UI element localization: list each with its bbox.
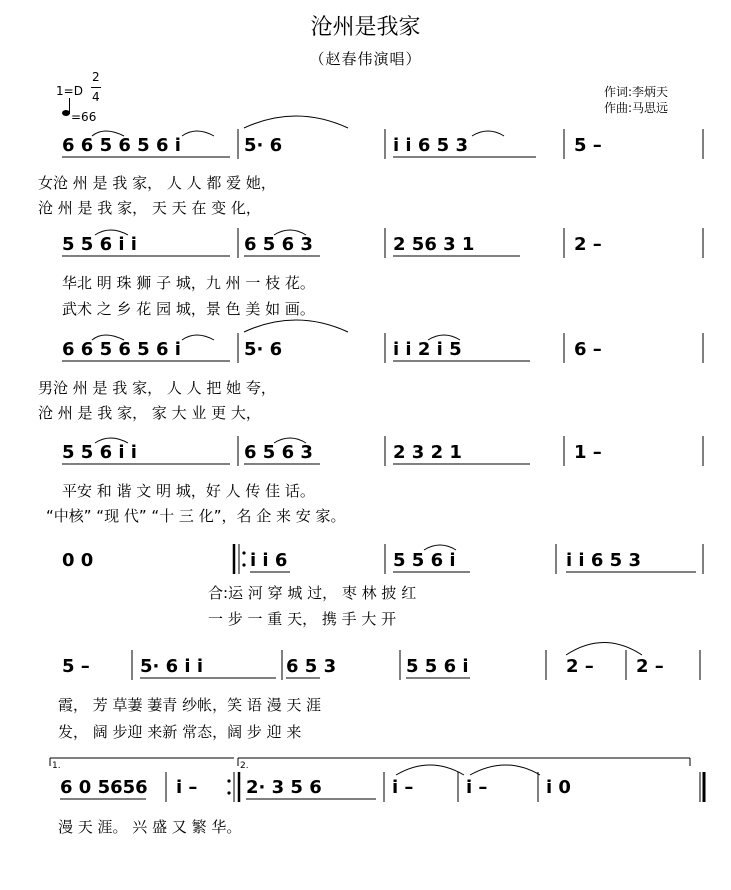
lyrics-verse-2: 武术 之 乡 花 园 城，景 色 美 如 画。 <box>62 300 315 318</box>
notes-measure-17: 0 0 <box>62 550 94 571</box>
volta-2-label: 2. <box>240 761 249 771</box>
lyrics-verse-2: 发， 阔 步迎 来新 常态，阔 步 迎 来 <box>58 723 302 741</box>
time-signature-bottom: 4 <box>92 90 100 104</box>
notes-measure-10: 5· 6 <box>244 339 283 360</box>
notes-measure-18: i i 6 <box>250 550 288 571</box>
key-signature: 1=D <box>56 84 83 98</box>
score-row-6 <box>58 643 700 742</box>
notes-measure-21: 5 – <box>62 656 90 677</box>
notes-measure-23: 6 5 3 <box>286 656 337 677</box>
score-row-1 <box>38 116 703 217</box>
notes-measure-14: 6 5 6 3 <box>244 442 313 463</box>
score-row-5 <box>62 544 703 628</box>
lyrics-verse-1: 合:运 河 穿 城 过， 枣 林 披 红 <box>208 584 417 602</box>
lyricist-credit: 作词:李炳天 <box>604 85 669 99</box>
notes-measure-29: 2· 3 5 6 <box>246 777 322 798</box>
notes-measure-1: 6 6 5 6 5 6 i <box>62 135 181 156</box>
notes-measure-9: 6 6 5 6 5 6 i <box>62 339 181 360</box>
notes-measure-28: i – <box>176 777 198 798</box>
lyrics-verse-2: 沧 州 是 我 家， 天 天 在 变 化， <box>38 199 261 217</box>
notes-measure-6: 6 5 6 3 <box>244 234 313 255</box>
notes-measure-32: i 0 <box>546 777 571 798</box>
lyrics-verse-1: 漫 天 涯。 兴 盛 又 繁 华。 <box>58 818 242 836</box>
score-row-7 <box>50 758 704 836</box>
notes-measure-4: 5 – <box>574 135 602 156</box>
volta-1-label: 1. <box>52 761 61 771</box>
score-row-4 <box>46 436 703 525</box>
notes-measure-20: i i 6 5 3 <box>566 550 641 571</box>
song-title: 沧州是我家 <box>310 15 421 40</box>
notes-measure-12: 6 – <box>574 339 602 360</box>
notes-measure-11: i i 2 i 5 <box>393 339 462 360</box>
notes-measure-30: i – <box>392 777 414 798</box>
notes-measure-25: 2 – <box>566 656 594 677</box>
lyrics-verse-1: 华北 明 珠 狮 子 城，九 州 一 枝 花。 <box>62 274 315 292</box>
lyrics-verse-1: 平安 和 谐 文 明 城，好 人 传 佳 话。 <box>62 482 315 500</box>
lyrics-verse-1: 男沧 州 是 我 家， 人 人 把 她 夸， <box>38 379 276 397</box>
lyrics-verse-2: 一 步 一 重 天， 携 手 大 开 <box>208 610 397 628</box>
composer-credit: 作曲:马思远 <box>604 101 669 115</box>
score-row-3 <box>38 320 703 422</box>
performer-subtitle: （赵春伟演唱） <box>309 50 422 68</box>
notes-measure-5: 5 5 6 i i <box>62 234 137 255</box>
lyrics-verse-2: “中核” “现 代” “十 三 化”，名 企 来 安 家。 <box>46 507 346 525</box>
notes-measure-16: 1 – <box>574 442 602 463</box>
tempo-marking: =66 <box>71 110 97 124</box>
notes-measure-8: 2 – <box>574 234 602 255</box>
notes-measure-24: 5 5 6 i <box>406 656 469 677</box>
time-signature-top: 2 <box>92 70 100 84</box>
notes-measure-2: 5· 6 <box>244 135 283 156</box>
notes-measure-27: 6 0 5656 <box>60 777 148 798</box>
notes-measure-26: 2 – <box>636 656 664 677</box>
lyrics-verse-1: 女沧 州 是 我 家， 人 人 都 爱 她， <box>38 174 276 192</box>
notes-measure-3: i i 6 5 3 <box>393 135 468 156</box>
lyrics-verse-2: 沧 州 是 我 家， 家 大 业 更 大， <box>38 404 261 422</box>
notes-measure-13: 5 5 6 i i <box>62 442 137 463</box>
score-row-2 <box>62 228 703 318</box>
notes-measure-19: 5 5 6 i <box>393 550 456 571</box>
notes-measure-15: 2 3 2 1 <box>393 442 462 463</box>
notes-measure-7: 2 56 3 1 <box>393 234 475 255</box>
notes-measure-22: 5· 6 i i <box>140 656 204 677</box>
lyrics-verse-1: 霞， 芳 草萋 萋青 纱帐，笑 语 漫 天 涯 <box>58 696 322 714</box>
notes-measure-31: i – <box>466 777 488 798</box>
